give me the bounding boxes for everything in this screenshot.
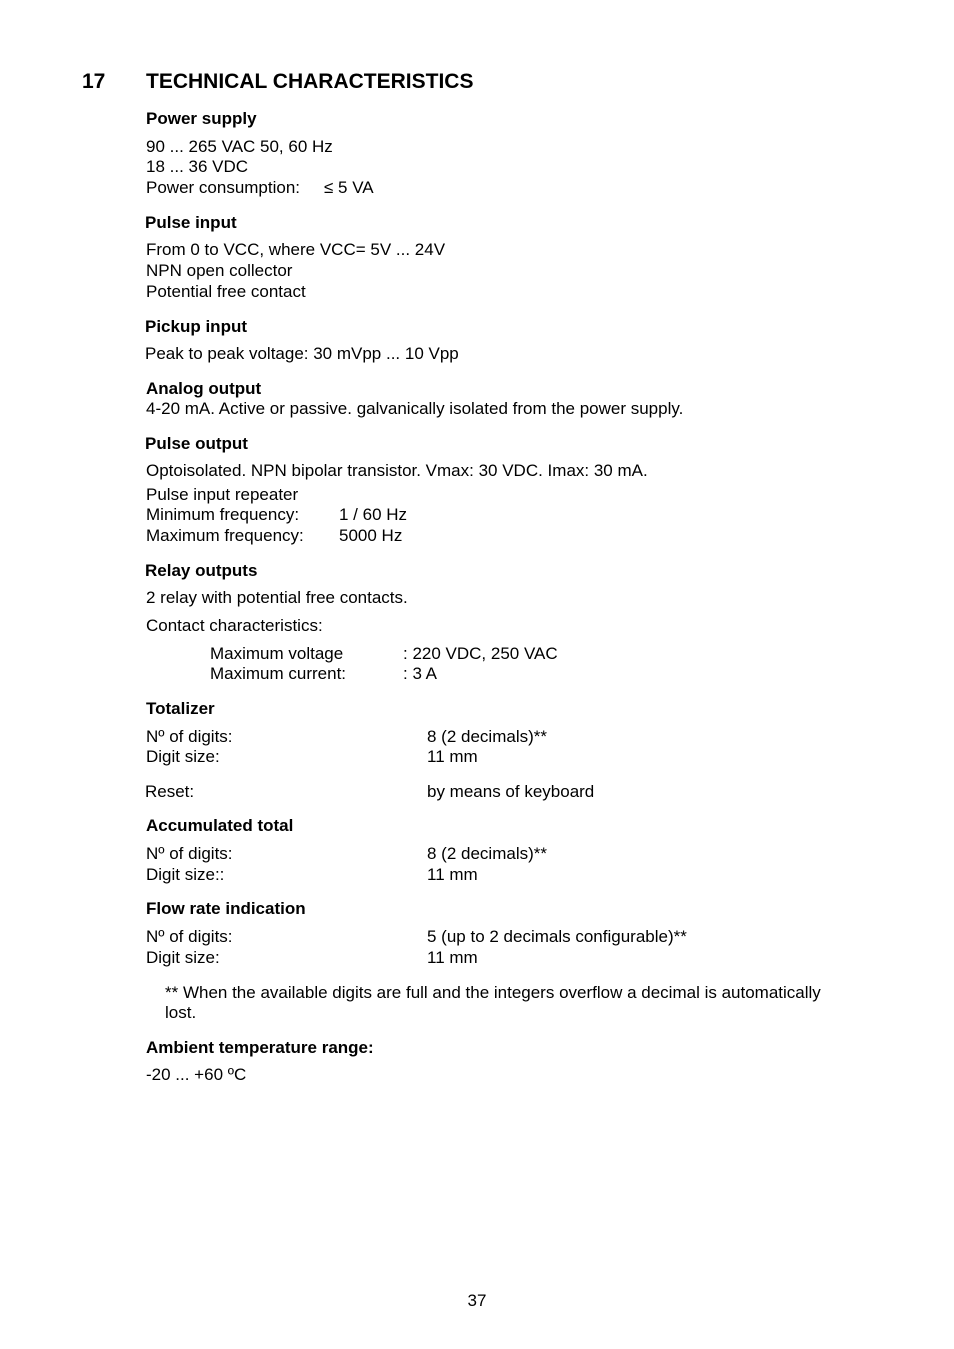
ambient-temperature-heading: Ambient temperature range: <box>146 1038 374 1057</box>
footnote-line: ** When the available digits are full and the integers overflow a decimal is automatically <box>165 983 821 1002</box>
totalizer-row-label: Digit size: <box>146 747 220 766</box>
power-supply-line: 90 ... 265 VAC 50, 60 Hz <box>146 137 333 156</box>
analog-output-heading: Analog output <box>146 379 262 398</box>
accumulated-row-value: 8 (2 decimals)** <box>427 844 547 863</box>
analog-output-line: 4-20 mA. Active or passive. galvanically isolated from the power supply. <box>146 399 684 418</box>
accumulated-total-heading: Accumulated total <box>146 816 294 835</box>
accumulated-row-value: 11 mm <box>427 865 478 884</box>
pulse-output-row-value: 5000 Hz <box>339 526 403 545</box>
totalizer-row-value: by means of keyboard <box>427 782 595 801</box>
power-consumption-label: Power consumption: <box>146 178 301 197</box>
totalizer-row-value: 8 (2 decimals)** <box>427 727 547 746</box>
page-number: 37 <box>467 1291 487 1310</box>
pulse-input-line: From 0 to VCC, where VCC= 5V ... 24V <box>146 240 446 259</box>
flow-rate-row-value: 5 (up to 2 decimals configurable)** <box>427 927 687 946</box>
pulse-output-row-label: Minimum frequency: <box>146 505 300 524</box>
ambient-temperature-line: -20 ... +60 ºC <box>146 1065 247 1084</box>
relay-row-value: : 3 A <box>403 664 438 683</box>
pulse-input-line: Potential free contact <box>146 282 306 301</box>
relay-outputs-line: 2 relay with potential free contacts. <box>146 588 408 607</box>
flow-rate-row-value: 11 mm <box>427 948 478 967</box>
power-consumption-value: ≤ 5 VA <box>324 178 374 197</box>
relay-row-value: : 220 VDC, 250 VAC <box>403 644 558 663</box>
pulse-output-heading: Pulse output <box>145 434 248 453</box>
chapter-number: 17 <box>82 70 106 93</box>
relay-row-label: Maximum current: <box>210 664 347 683</box>
totalizer-heading: Totalizer <box>146 699 215 718</box>
chapter-title: TECHNICAL CHARACTERISTICS <box>146 70 474 93</box>
relay-outputs-line: Contact characteristics: <box>146 616 323 635</box>
relay-outputs-heading: Relay outputs <box>145 561 258 580</box>
footnote-line: lost. <box>165 1003 197 1022</box>
totalizer-row-label: Nº of digits: <box>146 727 233 746</box>
pulse-output-line: Pulse input repeater <box>146 485 299 504</box>
pickup-input-heading: Pickup input <box>145 317 247 336</box>
pulse-input-heading: Pulse input <box>145 213 237 232</box>
flow-rate-row-label: Nº of digits: <box>146 927 233 946</box>
accumulated-row-label: Digit size:: <box>146 865 225 884</box>
pulse-input-line: NPN open collector <box>146 261 293 280</box>
pickup-input-line: Peak to peak voltage: 30 mVpp ... 10 Vpp <box>145 344 459 363</box>
pulse-output-row-label: Maximum frequency: <box>146 526 304 545</box>
accumulated-row-label: Nº of digits: <box>146 844 233 863</box>
power-supply-heading: Power supply <box>146 109 257 128</box>
power-supply-line: 18 ... 36 VDC <box>146 157 249 176</box>
totalizer-row-value: 11 mm <box>427 747 478 766</box>
relay-row-label: Maximum voltage <box>210 644 344 663</box>
flow-rate-heading: Flow rate indication <box>146 899 306 918</box>
totalizer-row-label: Reset: <box>145 782 195 801</box>
pulse-output-line: Optoisolated. NPN bipolar transistor. Vmax: 30 VDC. Imax: 30 mA. <box>146 461 648 480</box>
pulse-output-row-value: 1 / 60 Hz <box>339 505 408 524</box>
flow-rate-row-label: Digit size: <box>146 948 220 967</box>
